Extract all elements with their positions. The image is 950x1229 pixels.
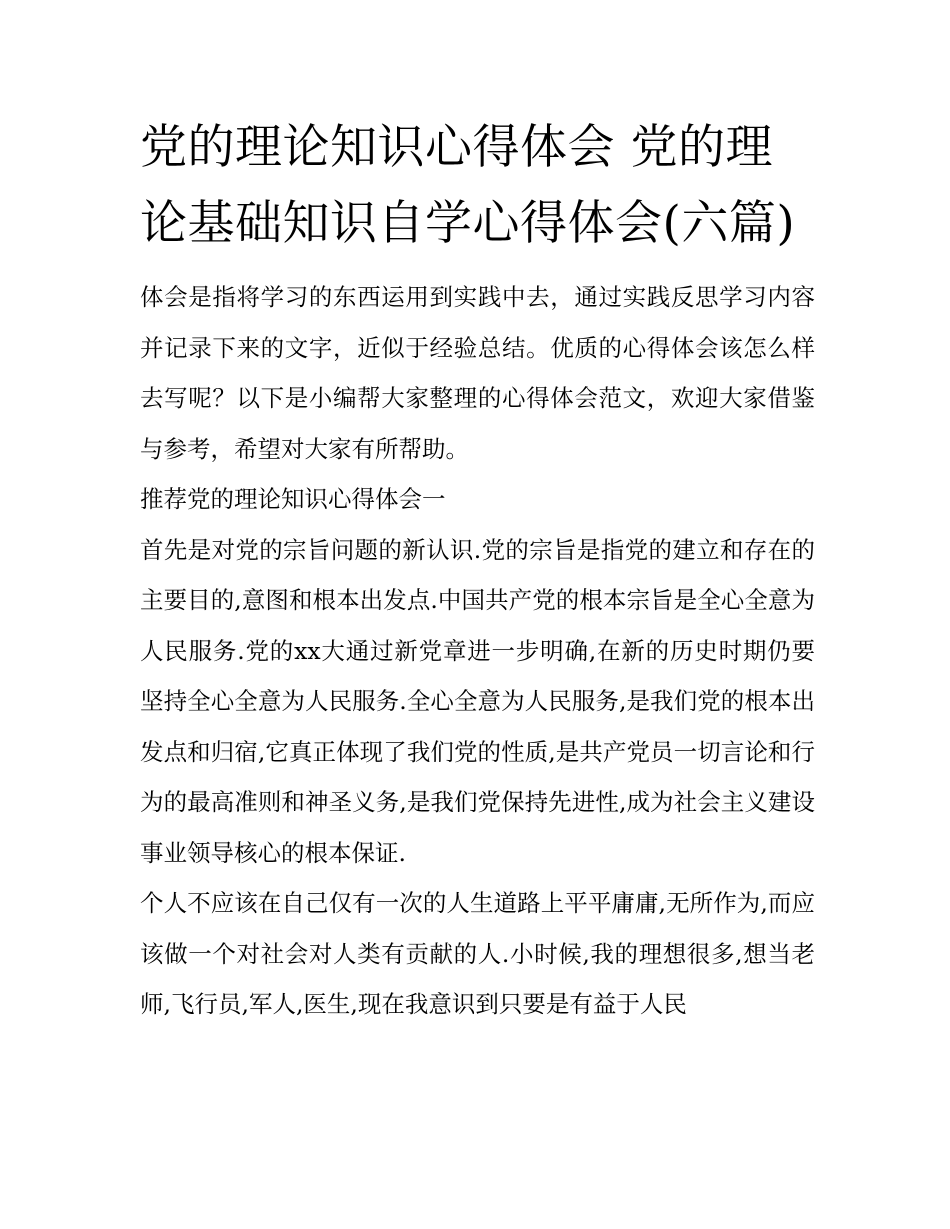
document-title: 党的理论知识心得体会 党的理论基础知识自学心得体会(六篇) (140, 120, 796, 251)
intro-paragraph: 体会是指将学习的东西运用到实践中去，通过实践反思学习内容并记录下来的文字，近似于经验总结。优质的心得体会该怎么样去写呢？以下是小编帮大家整理的心得体会范文，欢迎大家借鉴与参考，希望对大家有所帮助。 (140, 283, 815, 463)
document-page (140, 110, 815, 1030)
body-paragraph: 个人不应该在自己仅有一次的人生道路上平平庸庸,无所作为,而应该做一个对社会对人类有贡献的人.小时候,我的理想很多,想当老师,飞行员,军人,医生,现在我意识到只要是有益于人民 (140, 889, 815, 1018)
body-paragraph: 首先是对党的宗旨问题的新认识.党的宗旨是指党的建立和存在的主要目的,意图和根本出发点.中国共产党的根本宗旨是全心全意为人民服务.党的xx大通过新党章进一步明确,在新的历史时期仍要坚持全心全意为人民服务.全心全意为人民服务,是我们党的根本出发点和归宿,它真正体现了我们党的性质,是共产党员一切言论和行为的最高准则和神圣义务,是我们党保持先进性,成为社会主义建设事业领导核心的根本保证. (140, 535, 815, 867)
document-body (140, 272, 815, 1030)
section-heading: 推荐党的理论知识心得体会一 (140, 485, 446, 513)
